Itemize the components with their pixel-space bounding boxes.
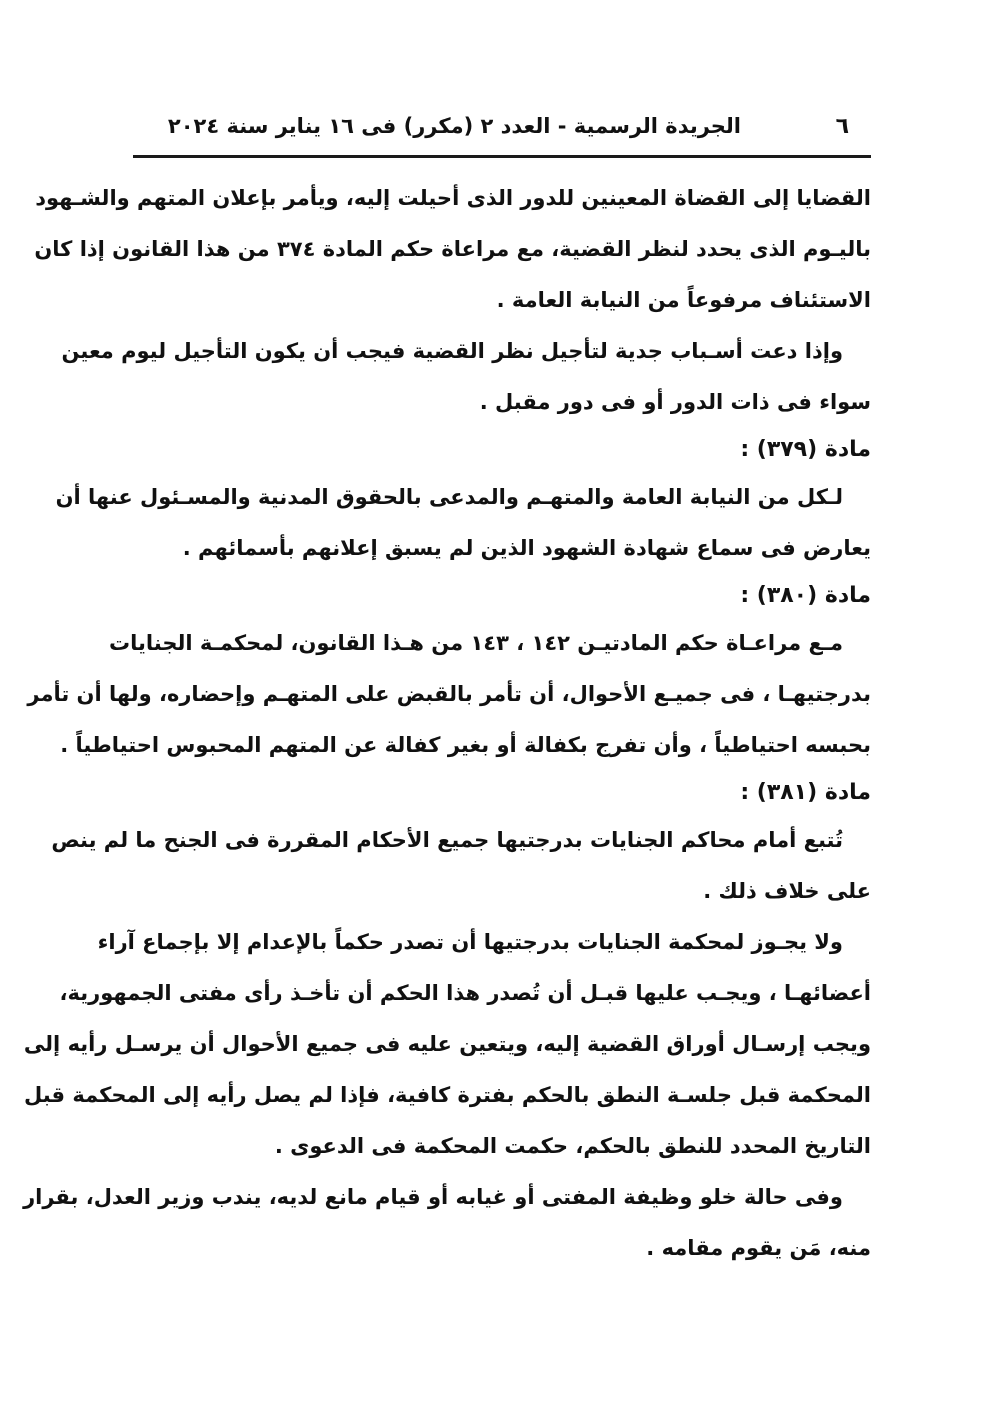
text-line: باليـوم الذى يحدد لنظر القضية، مع مراعاة حكم المادة ٣٧٤ من هذا القانون إذا كان [34, 237, 871, 261]
continuation-paragraph [34, 173, 871, 326]
text-line: لـكل من النيابة العامة والمتهـم والمدعى بالحقوق المدنية والمسـئول عنها أن [55, 485, 843, 509]
text-line: المحكمة قبل جلسـة النطق بالحكم بفترة كافية، فإذا لم يصل رأيه إلى المحكمة قبل [23, 1083, 871, 1107]
text-line: أعضائهـا ، ويجـب عليها قبـل أن تُصدر هذا الحكم أن تأخـذ رأى مفتى الجمهورية، [59, 981, 871, 1005]
text-line: مـع مراعـاة حكم المادتيـن ١٤٢ ، ١٤٣ من هـذا القانون، لمحكمـة الجنايات [109, 631, 843, 655]
article-paragraph [23, 1172, 871, 1274]
header-divider [133, 155, 871, 158]
page-number: ٦ [835, 114, 849, 139]
article-heading: مادة (٣٨٠) : [740, 583, 871, 608]
text-line: ويجب إرسـال أوراق القضية إليه، ويتعين عليه فى جميع الأحوال أن يرسـل رأيه إلى [23, 1032, 871, 1056]
article-heading: مادة (٣٧٩) : [740, 437, 871, 462]
page-header [133, 108, 871, 148]
text-line: وإذا دعت أسـباب جدية لتأجيل نظر القضية فيجب أن يكون التأجيل ليوم معين [61, 339, 843, 363]
gazette-page [23, 108, 871, 1260]
text-line: التاريخ المحدد للنطق بالحكم، حكمت المحكمة فى الدعوى . [274, 1134, 871, 1158]
document-body [23, 173, 871, 1274]
article-paragraph [23, 917, 871, 1172]
article-380 [27, 574, 871, 771]
text-line: سواء فى ذات الدور أو فى دور مقبل . [479, 390, 871, 414]
article-paragraph [55, 472, 871, 574]
article-379 [55, 428, 871, 574]
text-line: منه، مَن يقوم مقامه . [646, 1236, 871, 1260]
text-line: وفى حالة خلو وظيفة المفتى أو غيابه أو قيام مانع لديه، يندب وزير العدل، بقرار [23, 1185, 843, 1209]
text-line: ولا يجـوز لمحكمة الجنايات بدرجتيها أن تصدر حكماً بالإعدام إلا بإجماع آراء [97, 930, 843, 954]
gazette-header-title: الجريدة الرسمية - العدد ٢ (مكرر) فى ١٦ يناير سنة ٢٠٢٤ [167, 114, 741, 138]
article-381 [23, 771, 871, 1274]
text-line: يعارض فى سماع شهادة الشهود الذين لم يسبق إعلانهم بأسمائهم . [182, 536, 871, 560]
text-line: الاستئناف مرفوعاً من النيابة العامة . [496, 288, 871, 312]
postponement-paragraph [61, 326, 871, 428]
article-paragraph [51, 815, 871, 917]
text-line: القضايا إلى القضاة المعينين للدور الذى أحيلت إليه، ويأمر بإعلان المتهم والشـهود [35, 186, 871, 210]
text-line: تُتبع أمام محاكم الجنايات بدرجتيها جميع الأحكام المقررة فى الجنح ما لم ينص [51, 828, 843, 852]
article-heading: مادة (٣٨١) : [740, 780, 871, 805]
text-line: بدرجتيهـا ، فى جميـع الأحوال، أن تأمر بالقبض على المتهـم وإحضاره، ولها أن تأمر [27, 682, 871, 706]
text-line: على خلاف ذلك . [703, 879, 871, 903]
article-paragraph [27, 618, 871, 771]
text-line: بحبسه احتياطياً ، وأن تفرج بكفالة أو بغير كفالة عن المتهم المحبوس احتياطياً . [60, 733, 871, 757]
